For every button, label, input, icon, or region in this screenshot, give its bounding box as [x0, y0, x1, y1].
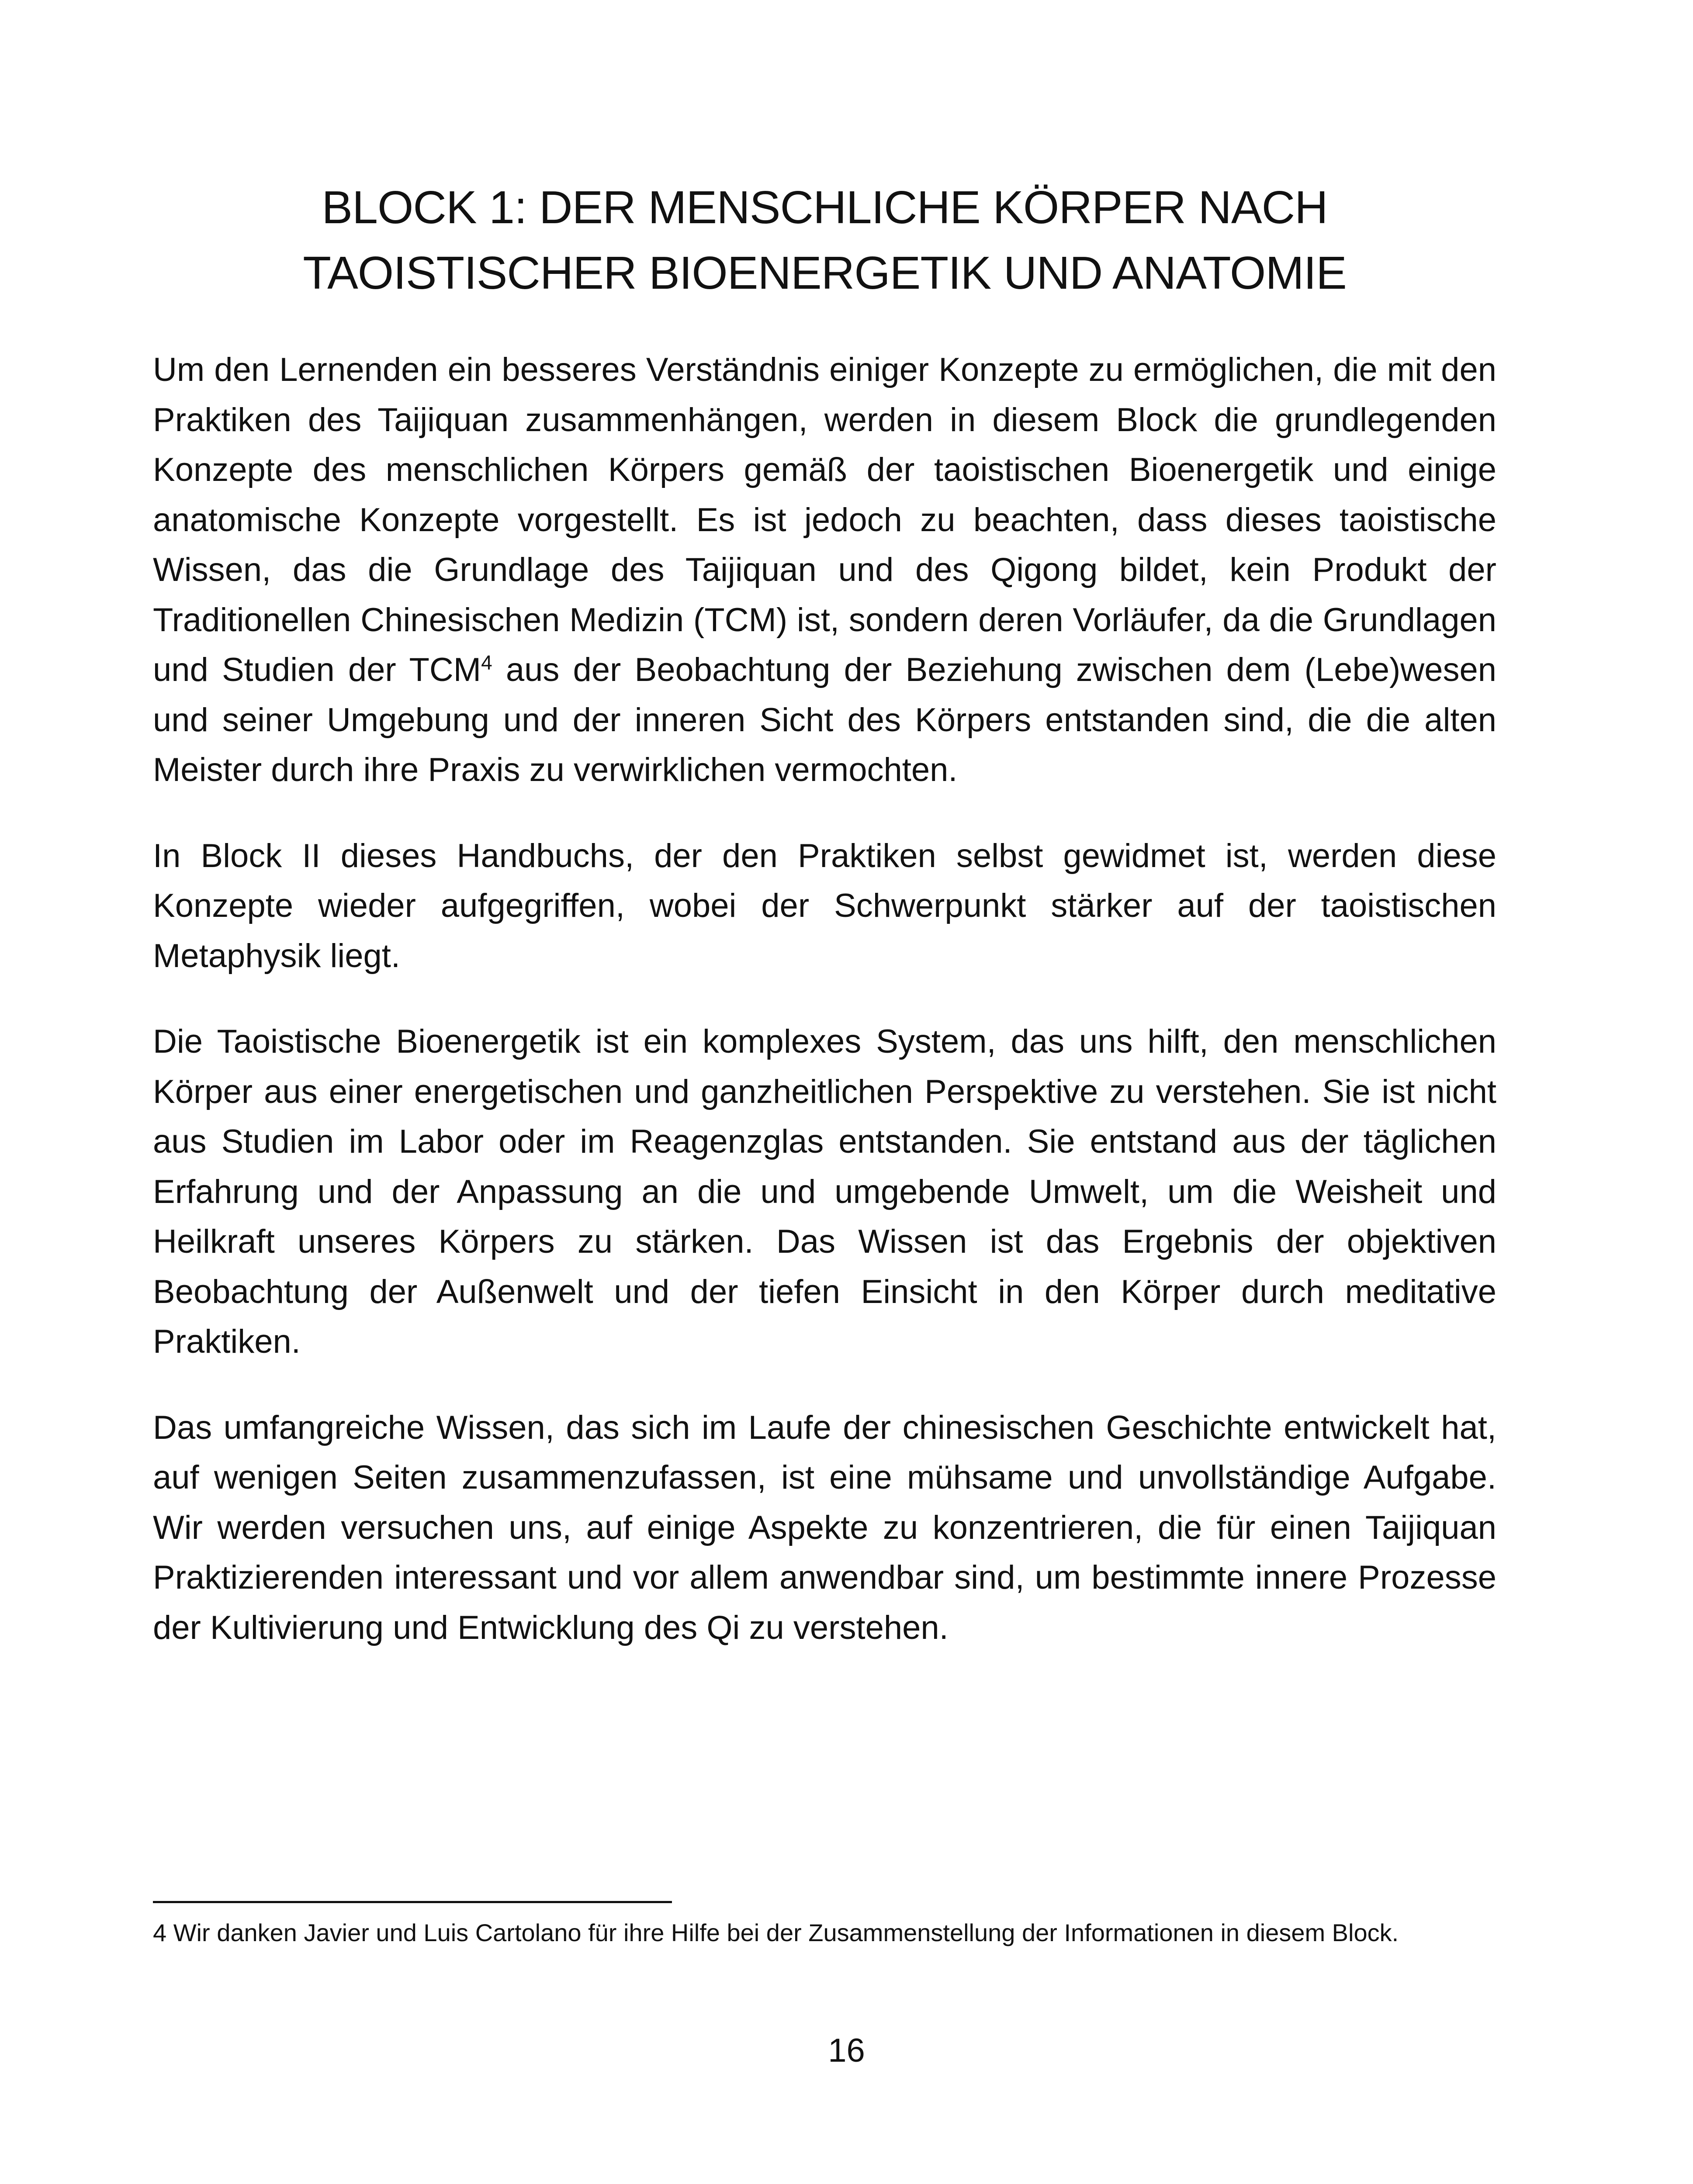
title-line-1: BLOCK 1: DER MENSCHLICHE KÖRPER NACH [322, 182, 1328, 233]
paragraph-3: Die Taoistische Bioenergetik ist ein komplexes System, das uns hilft, den menschlichen Körper aus einer energetischen und ganzheitlichen Perspektive zu verstehen. Sie ist nicht aus Studien im Labor oder im Reagenzglas entstanden. Sie entstand aus der täglichen Erfahrung und der Anpassung an die und umgebende Umwelt, um die Weisheit und Heilkraft unseres Körpers zu stärken. Das Wissen ist das Ergebnis der objektiven Beobachtung der Außenwelt und der tiefen Einsicht in den Körper durch meditative Praktiken. [153, 1023, 1496, 1360]
footnote: 4 Wir danken Javier und Luis Cartolano für ihre Hilfe bei der Zusammenstellung der Informationen in diesem Block. [153, 1919, 1399, 1946]
footnote-divider [153, 1901, 672, 1903]
body-text [153, 345, 1496, 1689]
title-line-2: TAOISTISCHER BIOENERGETIK UND ANATOMIE [303, 247, 1347, 299]
paragraph-2: In Block II dieses Handbuchs, der den Praktiken selbst gewidmet ist, werden diese Konzepte wieder aufgegriffen, wobei der Schwerpunkt stärker auf der taoistischen Metaphysik liegt. [153, 837, 1496, 975]
footnote-reference: 4 [481, 651, 492, 674]
page-title [153, 175, 1496, 306]
page-number: 16 [828, 2032, 865, 2069]
paragraph-1-text-before-ref: Um den Lernenden ein besseres Verständnis einiger Konzepte zu ermöglichen, die mit den Praktiken des Taijiquan zusammenhängen, werden in diesem Block die grundlegenden Konzepte des menschlichen Körpers gemäß der taoistischen Bioenergetik und einige anatomische Konzepte vorgestellt. Es ist jedoch zu beachten, dass dieses taoistische Wissen, das die Grundlage des Taijiquan und des Qigong bildet, kein Produkt der Traditionellen Chinesischen Medizin (TCM) ist, sondern deren Vorläufer, da die Grundlagen und Studien der TCM [153, 351, 1496, 688]
paragraph-1-text-after-ref: aus der Beobachtung der Beziehung zwischen dem (Lebe)wesen und seiner Umgebung und der inneren Sicht des Körpers entstanden sind, die die alten Meister durch ihre Praxis zu verwirklichen vermochten. [153, 651, 1496, 788]
paragraph-4: Das umfangreiche Wissen, das sich im Laufe der chinesischen Geschichte entwickelt hat, auf wenigen Seiten zusammenzufassen, ist eine mühsame und unvollständige Aufgabe. Wir werden versuchen uns, auf einige Aspekte zu konzentrieren, die für einen Taijiquan Praktizierenden interessant und vor allem anwendbar sind, um bestimmte innere Prozesse der Kultivierung und Entwicklung des Qi zu verstehen. [153, 1409, 1496, 1646]
paragraph-1 [153, 345, 1496, 795]
